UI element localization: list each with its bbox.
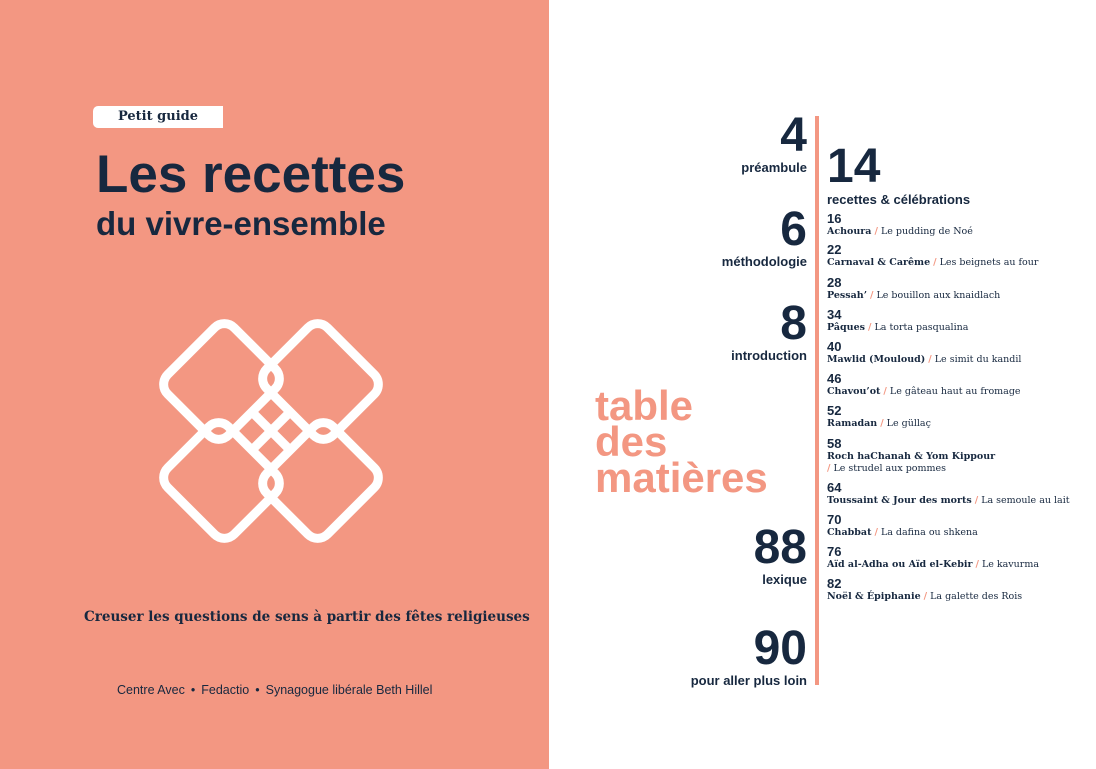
toc-item-recipe: Le simit du kandil [934,354,1022,365]
toc-divider [815,116,819,685]
toc-item[interactable] [827,371,1021,398]
cover-tagline: Creuser les questions de sens à partir des fêtes religieuses [84,609,530,625]
toc-entry-label: pour aller plus loin [690,673,807,688]
toc-item[interactable] [827,512,978,539]
toc-item-recipe: Le strudel aux pommes [833,463,947,474]
partner-name: Fedactio [201,683,250,697]
toc-item-feast: Aïd al-Adha ou Aïd el-Kebir [827,559,973,570]
toc-title-line: table [595,382,694,429]
toc-item-page: 22 [827,242,842,257]
toc-title [595,382,768,501]
toc-item-separator: / [870,290,874,301]
toc-item-page: 82 [827,576,842,591]
toc-item-recipe: Le bouillon aux knaidlach [876,290,1001,301]
toc-item-page: 16 [827,211,842,226]
toc-entry-label: introduction [731,348,807,363]
toc-item-feast: Chabbat [827,527,872,538]
toc-item-recipe: Le kavurma [981,559,1040,570]
toc-item-feast: Ramadan [827,418,878,429]
toc-item-feast: Achoura [827,226,872,237]
toc-entry-label: préambule [741,160,807,175]
toc-item-feast: Pessah’ [827,290,867,301]
toc-item-page: 64 [827,480,842,495]
toc-page-number: 90 [753,622,807,675]
toc-item-feast: Noël & Épiphanie [827,591,921,602]
toc-page-number: 4 [780,109,807,162]
toc-item-recipe: Les beignets au four [939,257,1039,268]
toc-page-number: 6 [780,203,807,256]
toc-item[interactable] [827,576,1022,603]
toc-item-separator: / [975,559,979,570]
toc-entry-label: méthodologie [721,254,807,269]
toc-item-recipe: La torta pasqualina [874,322,969,333]
cover-subtitle: du vivre-ensemble [96,205,386,242]
toc-item-separator: / [923,591,928,602]
toc-item[interactable] [827,339,1021,366]
toc-item-separator: / [974,495,979,506]
toc-entry-preambule[interactable] [741,109,807,175]
toc-item-page: 40 [827,339,842,354]
toc-item-page: 76 [827,544,842,559]
toc-page-number: 88 [753,521,807,574]
partner-name: Synagogue libérale Beth Hillel [265,683,433,697]
toc-item-page: 46 [827,371,842,386]
toc-item-feast: Pâques [827,322,865,333]
toc-entry-lexique[interactable] [753,521,807,587]
guide-badge: Petit guide [93,106,223,128]
toc-item-separator: / [874,527,878,538]
toc-item-recipe: La semoule au lait [981,495,1070,506]
toc-item-page: 52 [827,403,842,418]
toc-item-separator: / [933,257,937,268]
toc-item-feast: Chavou’ot [827,386,881,397]
toc-item-feast: Toussaint & Jour des morts [827,495,972,506]
toc-entry-label: lexique [762,572,807,587]
toc-item-separator: / [883,386,887,397]
toc-item-recipe: La dafina ou shkena [880,527,978,538]
toc-item[interactable] [827,211,973,238]
toc-item-separator: / [827,463,831,474]
toc-item-separator: / [928,354,932,365]
partner-name: Centre Avec [117,683,185,697]
partner-separator: • [255,683,260,697]
toc-page-number: 14 [827,140,881,193]
toc-entry-introduction[interactable] [731,297,807,363]
toc-entry-methodologie[interactable] [721,203,807,269]
cover-title: Les recettes [96,145,406,204]
toc-item-recipe: La galette des Rois [930,591,1023,602]
toc-item[interactable] [827,242,1038,269]
toc-item[interactable] [827,307,968,334]
toc-item-separator: / [880,418,884,429]
partner-separator: • [190,683,196,697]
toc-item-page: 70 [827,512,842,527]
toc-item[interactable] [827,403,931,430]
toc-item-feast: Mawlid (Mouloud) [827,354,926,365]
toc-item-separator: / [874,226,878,237]
four-petal-icon [140,300,402,562]
toc-title-line: matières [595,454,768,501]
toc-item-separator: / [868,322,872,333]
toc-page-number: 8 [780,297,807,350]
toc-entry-pour-aller-plus-loin[interactable] [690,622,807,688]
toc-item[interactable] [827,275,1000,302]
toc-item-page: 58 [827,436,842,451]
toc-item-page: 28 [827,275,842,290]
toc-item-recipe: Le gâteau haut au fromage [889,386,1021,397]
toc-item-recipe: Le pudding de Noé [880,226,973,237]
toc-title-line: des [595,418,668,465]
toc-section-recettes[interactable] [827,142,970,207]
toc-item[interactable] [827,436,995,475]
toc-item-feast: Roch haChanah & Yom Kippour [827,451,996,462]
toc-item-recipe: Le güllaç [886,418,931,429]
toc-item[interactable] [827,480,1070,507]
toc-item-feast: Carnaval & Carême [827,257,931,268]
toc-item[interactable] [827,544,1039,571]
partners-line [117,683,432,697]
toc-section-label: recettes & célébrations [827,192,971,207]
toc-item-page: 34 [827,307,842,322]
